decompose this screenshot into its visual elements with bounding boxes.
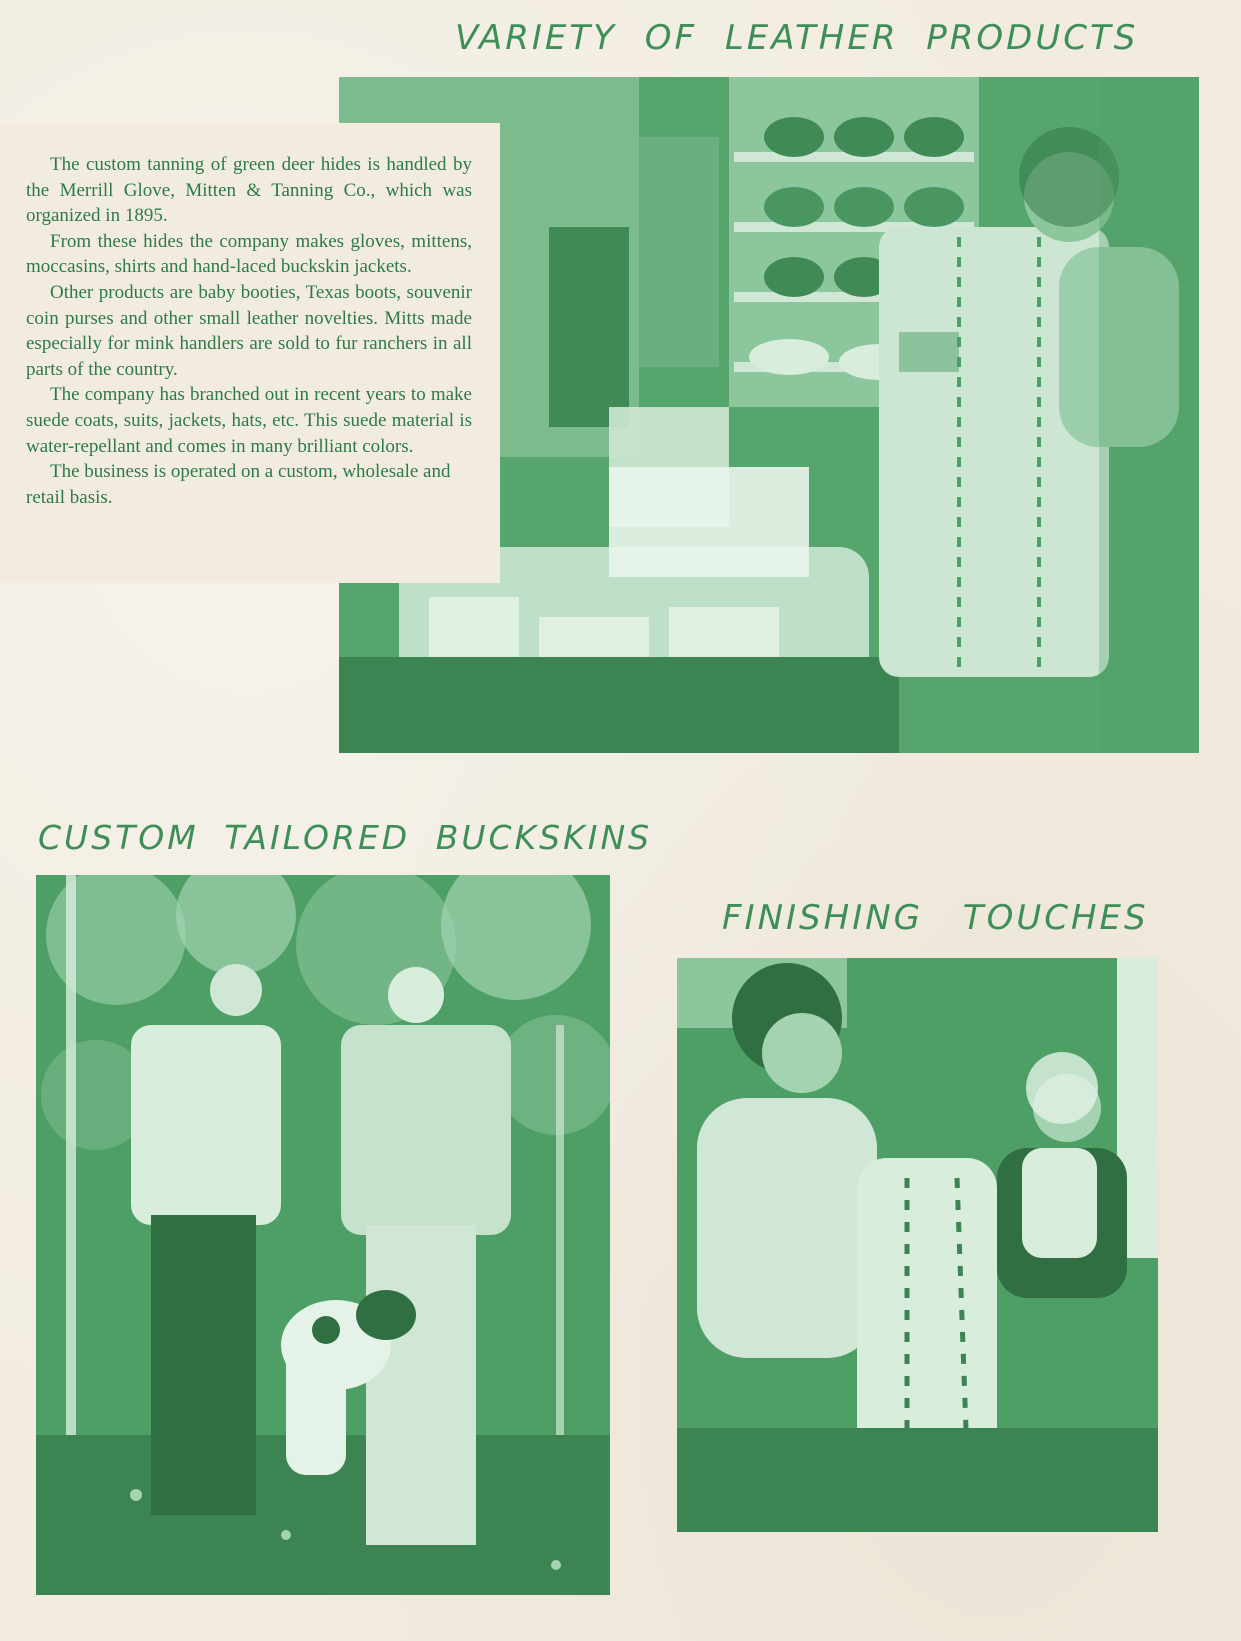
article-paragraph: The business is operated on a custom, wholesale and retail basis.: [26, 461, 451, 508]
article-paragraph: The custom tanning of green deer hides is handled by the Merrill Glove, Mitten & Tanning Co., which was organized in 1895.: [26, 154, 472, 227]
article-text: [26, 152, 472, 510]
buckskins-illustration: [36, 875, 610, 1595]
article-paragraph: The company has branched out in recent years to make suede coats, suits, jackets, hats, etc. This suede material is water-repellant and comes in many brilliant colors.: [26, 384, 472, 457]
finishing-illustration: [677, 958, 1158, 1532]
heading-custom-tailored-buckskins: CUSTOM TAILORED BUCKSKINS: [38, 818, 653, 857]
heading-finishing-touches: FINISHING TOUCHES: [722, 898, 1149, 938]
article-paragraph: From these hides the company makes gloves, mittens, moccasins, shirts and hand-laced buckskin jackets.: [26, 230, 472, 278]
photo-finishing-touches: [677, 958, 1158, 1532]
article-paragraph: Other products are baby booties, Texas boots, souvenir coin purses and other small leather novelties. Mitts made especially for mink handlers are sold to fur ranchers in all parts of the country.: [26, 281, 472, 380]
heading-variety-of-leather-products: VARIETY OF LEATHER PRODUCTS: [455, 18, 1139, 58]
photo-custom-tailored-buckskins: [36, 875, 610, 1595]
